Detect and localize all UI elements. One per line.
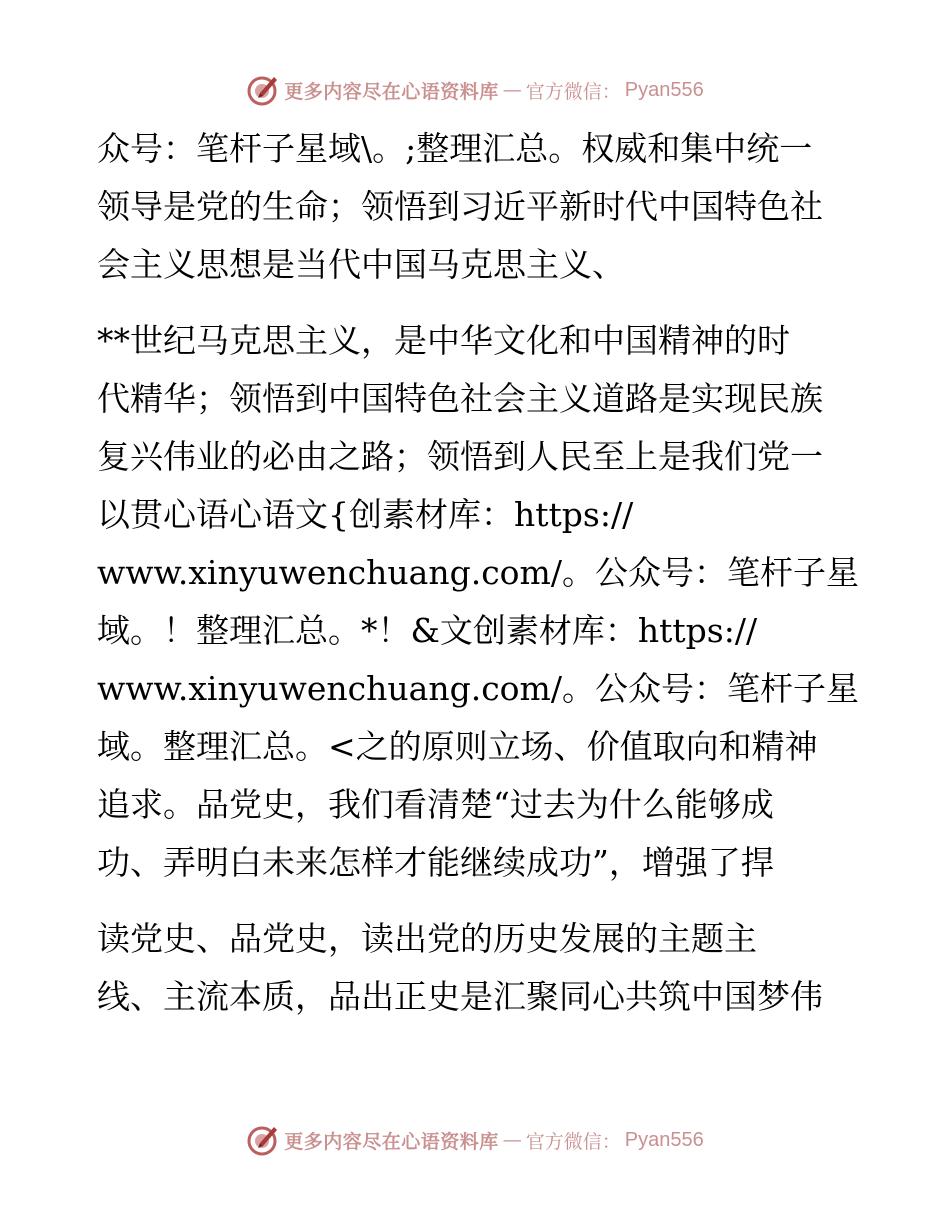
text-line: 领导是党的生命；领悟到习近平新时代中国特色社: [97, 187, 823, 226]
text-line: www.xinyuwenchuang.com/。公众号：笔杆子星: [97, 553, 859, 592]
text-line: 域。！整理汇总。*！&文创素材库：https://: [97, 611, 758, 650]
text-line: 功、弄明白未来怎样才能继续成功”，增强了捍: [97, 843, 774, 882]
text-line: 读党史、品党史，读出党的历史发展的主题主: [97, 919, 757, 958]
text-line: 代精华；领悟到中国特色社会主义道路是实现民族: [97, 379, 823, 418]
header-separator: —: [502, 79, 522, 101]
text-line: 复兴伟业的必由之路；领悟到人民至上是我们党一: [97, 437, 823, 476]
header-wechat-label: 官方微信：: [525, 80, 621, 103]
page-header: [0, 70, 950, 110]
paragraph-3: [97, 910, 857, 1026]
text-line: **世纪马克思主义，是中华文化和中国精神的时: [97, 321, 790, 360]
text-line: 众号：笔杆子星域\。;整理汇总。权威和集中统一: [97, 129, 813, 168]
text-line: 追求。品党史，我们看清楚“过去为什么能够成: [97, 785, 774, 824]
document-body: [97, 120, 857, 1026]
footer-wechat-label: 官方微信：: [525, 1130, 621, 1153]
page-footer: [0, 1120, 950, 1160]
pen-logo-icon: [246, 73, 280, 107]
text-line: 线、主流本质，品出正史是汇聚同心共筑中国梦伟: [97, 977, 823, 1016]
footer-banner-text: 更多内容尽在心语资料库: [284, 1130, 499, 1153]
text-line: www.xinyuwenchuang.com/。公众号：笔杆子星: [97, 669, 859, 708]
header-banner: [246, 73, 704, 107]
paragraph-1: [97, 120, 857, 294]
text-line: 以贯心语心语文{创素材库：https://: [97, 495, 634, 534]
pen-logo-icon: [246, 1123, 280, 1157]
header-banner-text: 更多内容尽在心语资料库: [284, 80, 499, 103]
footer-banner: [246, 1123, 704, 1157]
footer-wechat-id: Pyan556: [624, 1128, 704, 1151]
header-wechat-id: Pyan556: [624, 78, 704, 101]
text-line: 域。整理汇总。<之的原则立场、价值取向和精神: [97, 727, 818, 766]
footer-separator: —: [502, 1129, 522, 1151]
text-line: 会主义思想是当代中国马克思主义、: [97, 245, 625, 284]
paragraph-2: [97, 312, 857, 892]
